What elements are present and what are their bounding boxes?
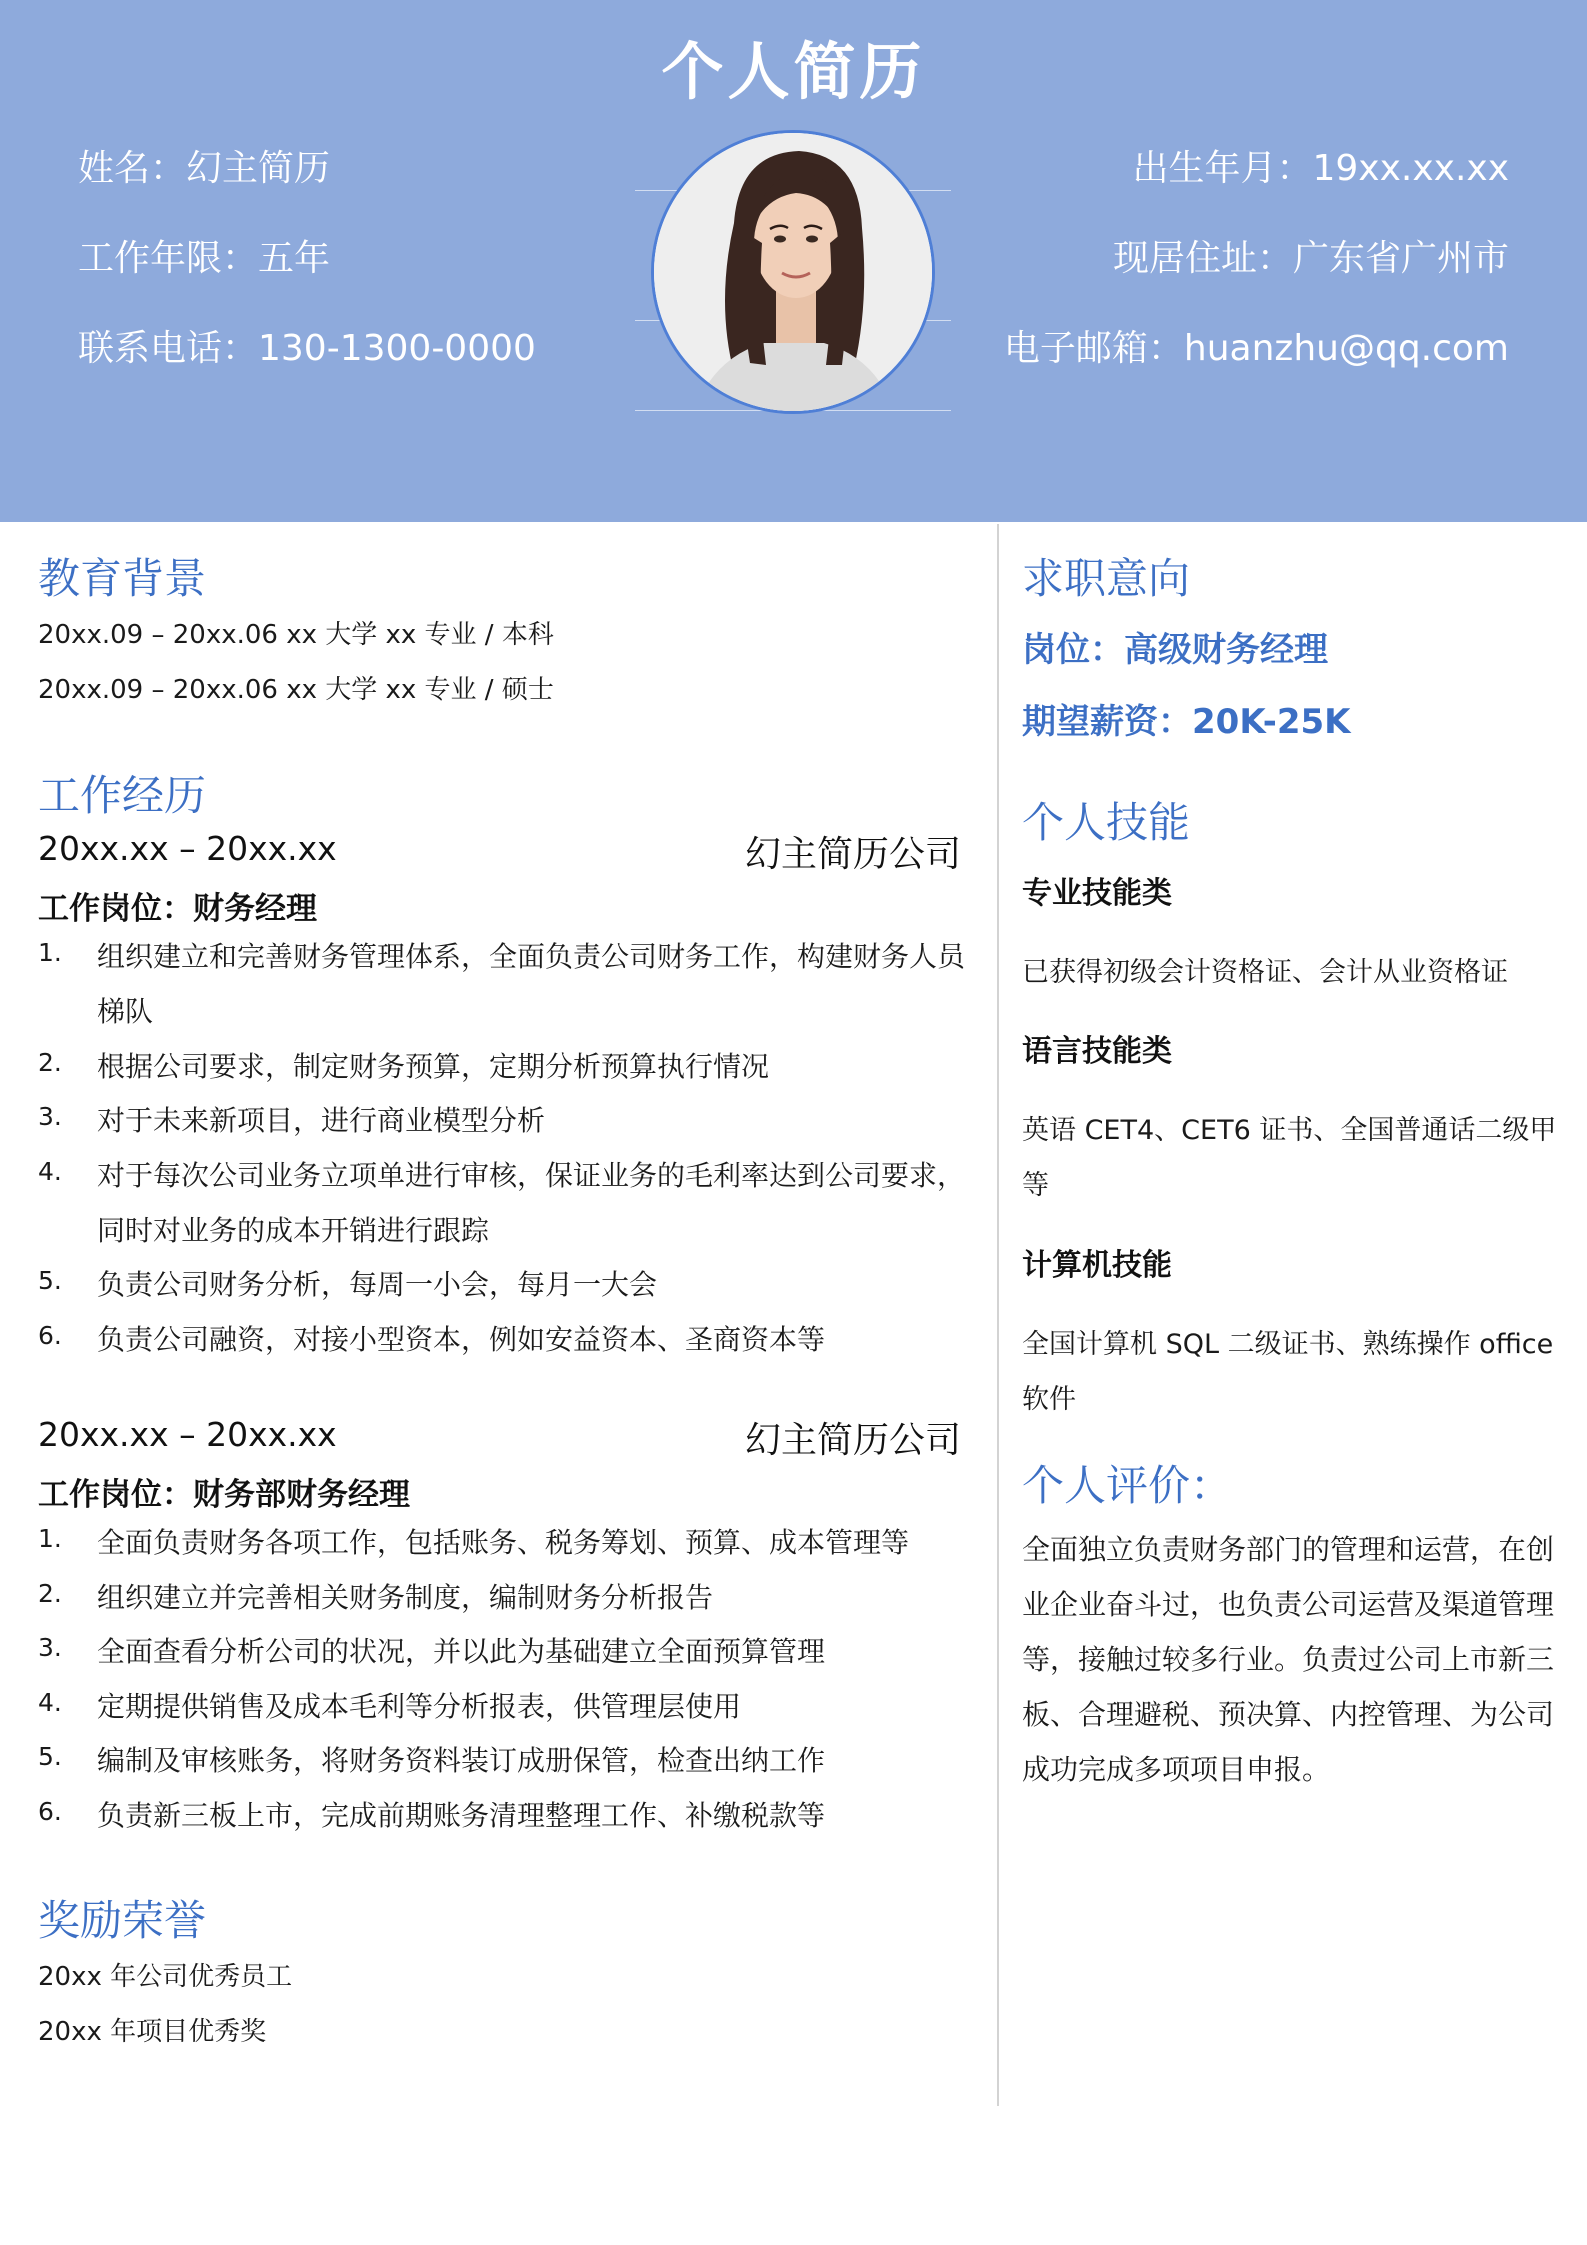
job-company: 幻主简历公司: [744, 834, 961, 875]
duty-number: 6.: [38, 1321, 62, 1350]
duty-number: 2.: [38, 1579, 62, 1608]
duty-number: 2.: [38, 1048, 62, 1077]
duty-text: 定期提供销售及成本毛利等分析报表，供管理层使用: [97, 1690, 742, 1723]
education-item: 20xx.09 – 20xx.06 xx 大学 xx 专业 / 本科: [38, 620, 554, 650]
job-period: 20xx.xx – 20xx.xx: [38, 829, 337, 868]
email-field: 电子邮箱：huanzhu@qq.com: [1003, 328, 1509, 369]
evaluation-title: 个人评价：: [1022, 1461, 1233, 1510]
resume-title: 个人简历: [661, 35, 926, 108]
skill-category: 专业技能类: [1022, 876, 1172, 911]
skill-text: 英语 CET4、CET6 证书、全国普通话二级甲: [1022, 1115, 1557, 1146]
avatar-portrait-icon: [654, 133, 932, 411]
duty-text: 组织建立和完善财务管理体系，全面负责公司财务工作，构建财务人员: [97, 940, 966, 973]
duty-number: 3.: [38, 1102, 62, 1131]
education-title: 教育背景: [38, 554, 207, 603]
job-position: 工作岗位：财务部财务经理: [38, 1477, 410, 1513]
skill-text: 软件: [1022, 1384, 1076, 1415]
intention-position: 岗位：高级财务经理: [1022, 630, 1328, 670]
duty-number: 1.: [38, 938, 62, 967]
duty-text: 负责新三板上市，完成前期账务清理整理工作、补缴税款等: [97, 1799, 826, 1832]
award-item: 20xx 年项目优秀奖: [38, 2017, 267, 2047]
duty-text: 梯队: [97, 995, 154, 1028]
skill-text: 已获得初级会计资格证、会计从业资格证: [1022, 957, 1508, 988]
duty-text: 对于未来新项目，进行商业模型分析: [97, 1104, 546, 1137]
column-divider: [997, 524, 999, 2106]
skill-text: 等: [1022, 1170, 1049, 1201]
intention-title: 求职意向: [1022, 554, 1191, 603]
duty-text: 根据公司要求，制定财务预算，定期分析预算执行情况: [97, 1050, 770, 1083]
header-banner: [0, 0, 1587, 522]
award-item: 20xx 年公司优秀员工: [38, 1962, 293, 1992]
education-item: 20xx.09 – 20xx.06 xx 大学 xx 专业 / 硕士: [38, 675, 554, 705]
duty-text: 同时对业务的成本开销进行跟踪: [97, 1214, 490, 1247]
duty-number: 5.: [38, 1742, 62, 1771]
duty-text: 全面查看分析公司的状况，并以此为基础建立全面预算管理: [97, 1635, 826, 1668]
work-title: 工作经历: [38, 771, 207, 820]
evaluation-line: 成功完成多项项目申报。: [1022, 1753, 1331, 1786]
duty-number: 1.: [38, 1524, 62, 1553]
evaluation-line: 等，接触过较多行业。负责过公司上市新三: [1022, 1643, 1555, 1676]
profile-photo: [651, 130, 935, 414]
duty-number: 4.: [38, 1688, 62, 1717]
skills-title: 个人技能: [1022, 798, 1191, 847]
evaluation-line: 板、合理避税、预决算、内控管理、为公司: [1022, 1698, 1555, 1731]
work-years-field: 工作年限：五年: [78, 238, 331, 279]
duty-text: 对于每次公司业务立项单进行审核，保证业务的毛利率达到公司要求，: [97, 1159, 966, 1192]
job-position: 工作岗位：财务经理: [38, 891, 317, 927]
awards-title: 奖励荣誉: [38, 1896, 207, 1945]
duty-text: 编制及审核账务，将财务资料装订成册保管，检查出纳工作: [97, 1744, 826, 1777]
duty-number: 6.: [38, 1797, 62, 1826]
evaluation-line: 业企业奋斗过，也负责公司运营及渠道管理: [1022, 1588, 1555, 1621]
job-company: 幻主简历公司: [744, 1420, 961, 1461]
name-field: 姓名：幻主简历: [78, 148, 331, 189]
skill-category: 计算机技能: [1022, 1248, 1172, 1283]
birth-field: 出生年月：19xx.xx.xx: [1132, 148, 1509, 189]
duty-text: 组织建立并完善相关财务制度，编制财务分析报告: [97, 1581, 714, 1614]
evaluation-line: 全面独立负责财务部门的管理和运营，在创: [1022, 1533, 1555, 1566]
job-period: 20xx.xx – 20xx.xx: [38, 1415, 337, 1454]
intention-salary: 期望薪资：20K-25K: [1022, 702, 1351, 742]
phone-field: 联系电话：130-1300-0000: [78, 328, 536, 369]
duty-text: 负责公司财务分析，每周一小会，每月一大会: [97, 1268, 658, 1301]
skill-text: 全国计算机 SQL 二级证书、熟练操作 office: [1022, 1329, 1554, 1360]
address-field: 现居住址：广东省广州市: [1112, 238, 1509, 279]
duty-number: 4.: [38, 1157, 62, 1186]
duty-text: 全面负责财务各项工作，包括账务、税务筹划、预算、成本管理等: [97, 1526, 910, 1559]
skill-category: 语言技能类: [1022, 1034, 1172, 1069]
duty-text: 负责公司融资，对接小型资本，例如安益资本、圣商资本等: [97, 1323, 826, 1356]
duty-number: 5.: [38, 1266, 62, 1295]
duty-number: 3.: [38, 1633, 62, 1662]
